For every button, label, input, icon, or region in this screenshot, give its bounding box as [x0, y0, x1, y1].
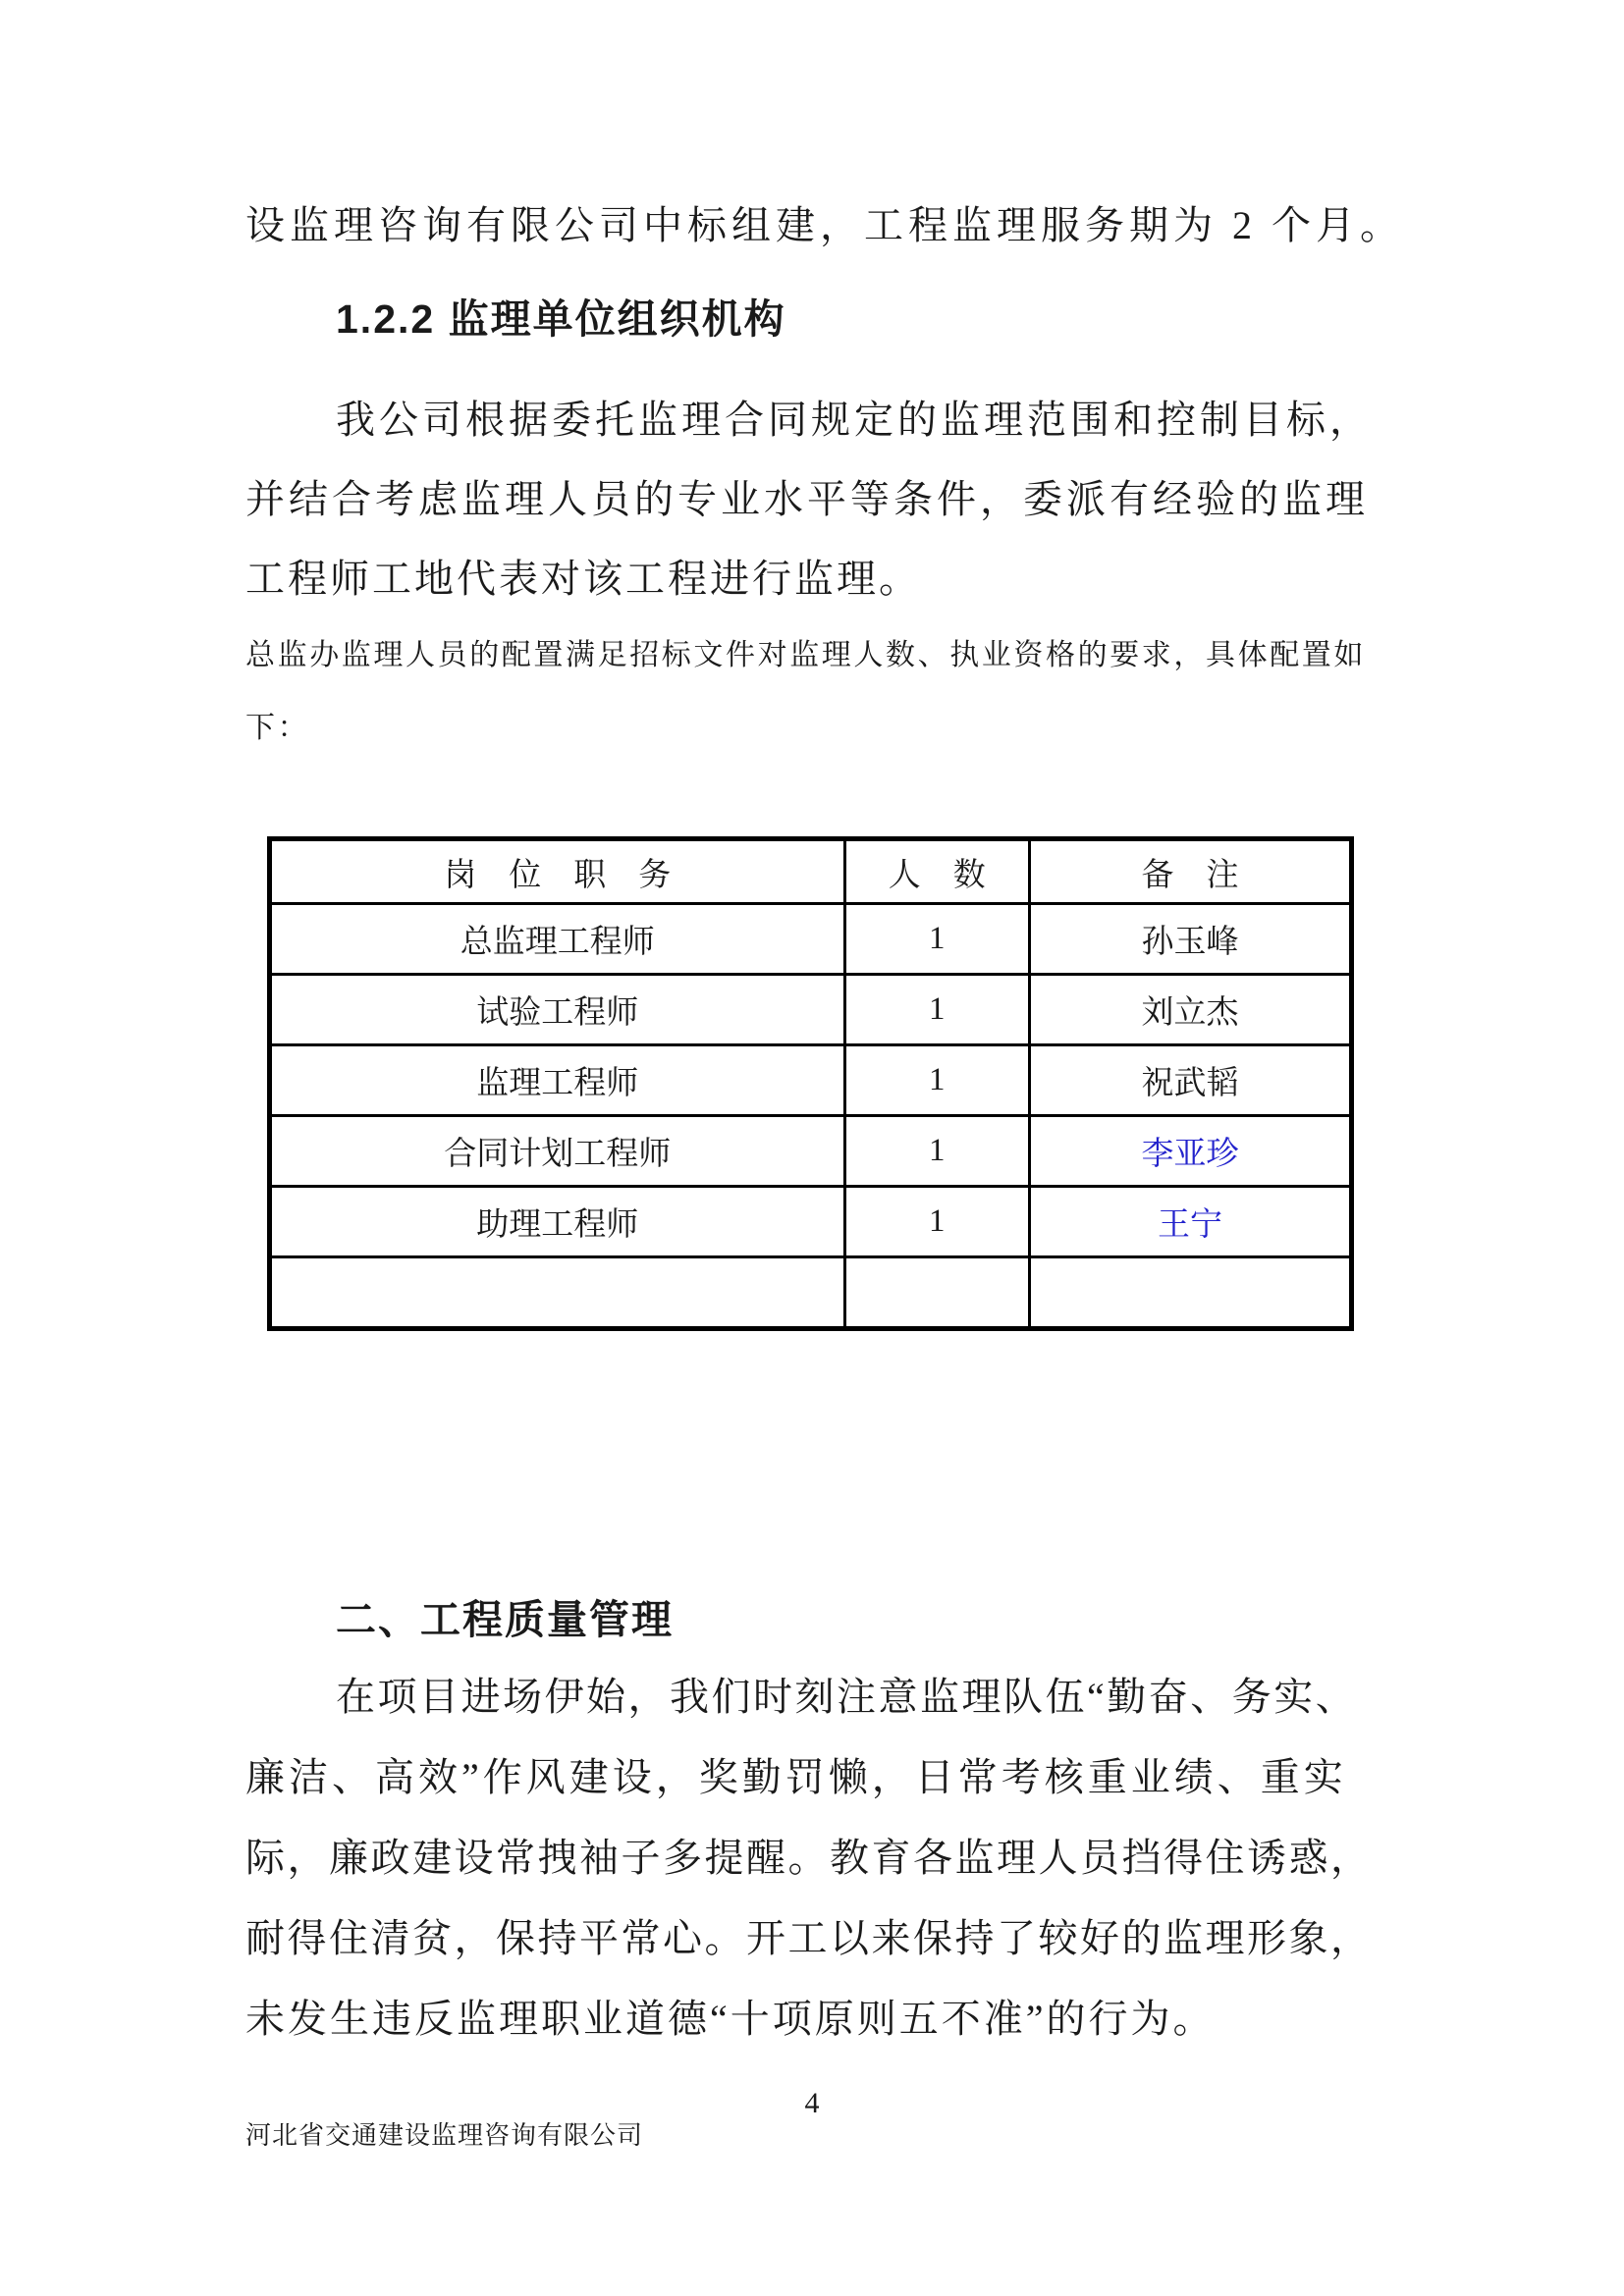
- cell-note: [1029, 1257, 1351, 1329]
- table-row-empty: [270, 1257, 1352, 1329]
- cell-position: 监理工程师: [270, 1045, 845, 1116]
- table-header-row: [270, 839, 1352, 904]
- cell-note: 李亚珍: [1029, 1116, 1351, 1187]
- cell-note: 王宁: [1029, 1187, 1351, 1257]
- cell-count: 1: [844, 975, 1029, 1045]
- paragraph-line: 耐得住清贫，保持平常心。开工以来保持了较好的监理形象，: [245, 1916, 1373, 1960]
- paragraph-line: 未发生违反监理职业道德“十项原则五不准”的行为。: [245, 1997, 1216, 2041]
- cell-count: [844, 1257, 1029, 1329]
- table-row: [270, 1045, 1352, 1116]
- table-row: [270, 904, 1352, 975]
- cell-count: 1: [844, 904, 1029, 975]
- cell-note: 祝武韬: [1029, 1045, 1351, 1116]
- paragraph-line: 在项目进场伊始，我们时刻注意监理队伍“勤奋、务实、: [336, 1675, 1358, 1719]
- footer-company: 河北省交通建设监理咨询有限公司: [245, 2121, 644, 2150]
- note-line: 总监办监理人员的配置满足招标文件对监理人数、执业资格的要求，具体配置如: [245, 639, 1366, 671]
- table-header-position: 岗 位 职 务: [270, 839, 845, 904]
- paragraph-line: 际，廉政建设常拽袖子多提醒。教育各监理人员挡得住诱惑，: [245, 1836, 1373, 1880]
- cell-count: 1: [844, 1045, 1029, 1116]
- paragraph-line: 我公司根据委托监理合同规定的监理范围和控制目标，: [336, 398, 1373, 442]
- paragraph-line: 廉洁、高效”作风建设，奖勤罚懒，日常考核重业绩、重实: [245, 1755, 1347, 1799]
- cell-count: 1: [844, 1187, 1029, 1257]
- paragraph-line: 工程师工地代表对该工程进行监理。: [245, 557, 921, 601]
- note-line: 下：: [245, 712, 310, 744]
- cell-position: 总监理工程师: [270, 904, 845, 975]
- cell-count: 1: [844, 1116, 1029, 1187]
- cell-position: [270, 1257, 845, 1329]
- table-row: [270, 1116, 1352, 1187]
- table-header-note: 备 注: [1029, 839, 1351, 904]
- cell-position: 合同计划工程师: [270, 1116, 845, 1187]
- page-number: 4: [804, 2087, 820, 2119]
- intro-line: 设监理咨询有限公司中标组建，工程监理服务期为 2 个月。: [245, 203, 1404, 247]
- table-row: [270, 975, 1352, 1045]
- cell-note: 孙玉峰: [1029, 904, 1351, 975]
- cell-position: 试验工程师: [270, 975, 845, 1045]
- section-1-heading: 1.2.2 监理单位组织机构: [336, 296, 786, 342]
- table-row: [270, 1187, 1352, 1257]
- paragraph-line: 并结合考虑监理人员的专业水平等条件，委派有经验的监理: [245, 477, 1369, 521]
- cell-position: 助理工程师: [270, 1187, 845, 1257]
- section-2-heading: 二、工程质量管理: [336, 1597, 674, 1642]
- staff-table: [267, 836, 1354, 1331]
- cell-note: 刘立杰: [1029, 975, 1351, 1045]
- table-header-count: 人 数: [844, 839, 1029, 904]
